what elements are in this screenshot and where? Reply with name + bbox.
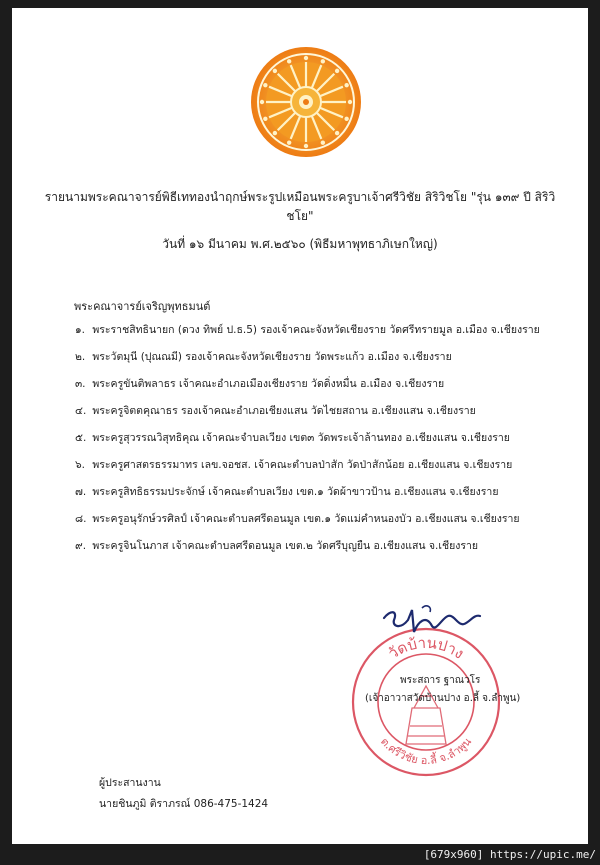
document-title: รายนามพระคณาจารย์พิธีเททองนำฤกษ์พระรูปเหมือนพระครูบาเจ้าศรีวิชัย สิริวิชโย "รุ่น ๑๓๙ ปี สิริวิชโย" (44, 190, 556, 223)
svg-text:ต.ศรีวิชัย อ.ลี้ จ.ลำพูน (378, 735, 474, 767)
item-text: พระวัตมุนี (ปุณณมี) รองเจ้าคณะจังหวัดเชียงราย วัดพระแก้ว อ.เมือง จ.เชียงราย (92, 351, 452, 363)
monk-list (75, 321, 540, 564)
coordinator-label: ผู้ประสานงาน (99, 777, 161, 789)
item-text: พระครูสุวรรณวิสุทธิคุณ เจ้าคณะจำบลเวียง เขต๓ วัดพระเจ้าล้านทอง อ.เชียงแสน จ.เชียงราย (92, 432, 510, 444)
ceremony-date: วันที่ ๑๖ มีนาคม พ.ศ.๒๕๖๐ (พิธีมหาพุทธาภิเษกใหญ่) (162, 237, 438, 251)
list-item (75, 483, 540, 510)
item-text: พระครูขันติพลาธร เจ้าคณะอำเภอเมืองเชียงราย วัดดิ่งหมื่น อ.เมือง จ.เชียงราย (92, 378, 445, 390)
item-number: ๖. (75, 459, 86, 471)
item-number: ๘. (75, 513, 87, 525)
list-item (75, 537, 540, 564)
list-heading: พระคณาจารย์เจริญพุทธมนต์ (74, 300, 211, 313)
item-number: ๔. (75, 405, 87, 417)
list-item (75, 375, 540, 402)
item-text: พระครูศาสตรธรรมาทร เลข.จอชส. เจ้าคณะตำบลป่าสัก วัดป่าสักน้อย อ.เชียงแสน จ.เชียงราย (92, 459, 513, 471)
item-text: พระครูจิตตคุณาธร รองเจ้าคณะอำเภอเชียงแสน วัดไชยสถาน อ.เชียงแสน จ.เชียงราย (92, 405, 476, 417)
document-page (12, 8, 588, 844)
coordinator-contact: นายชินภูมิ ติราภรณ์ 086-475-1424 (99, 798, 269, 810)
item-number: ๗. (75, 486, 87, 498)
seal-top-text: วัดบ้านปาง (384, 633, 468, 663)
list-item (75, 321, 540, 348)
item-number: ๙. (75, 540, 87, 552)
item-number: ๒. (75, 351, 86, 363)
list-item (75, 456, 540, 483)
list-item (75, 429, 540, 456)
item-number: ๕. (75, 432, 87, 444)
seal-bottom-text: ต.ศรีวิชัย อ.ลี้ จ.ลำพูน (377, 735, 475, 768)
item-text: พระราชสิทธินายก (ดวง ทิพย์ ป.ธ.5) รองเจ้าคณะจังหวัดเชียงราย วัดศรีทรายมูล อ.เมือง จ.เชียงราย (92, 324, 540, 336)
list-item (75, 348, 540, 375)
item-text: พระครูจินโนภาส เจ้าคณะตำบลศรีดอนมูล เขต.๒ วัดศรีบุญยืน อ.เชียงแสน จ.เชียงราย (92, 540, 479, 552)
signatory-role: (เจ้าอาวาสวัดบ้านปาง อ.ลี้ จ.ลำพูน) (365, 693, 521, 704)
list-item (75, 510, 540, 537)
image-host-watermark: [679x960] https://upic.me/ (423, 848, 596, 861)
dharma-wheel-icon (250, 46, 362, 158)
signatory-name: พระสถาร ฐาณวโร (400, 675, 481, 686)
item-number: ๓. (75, 378, 86, 390)
list-item (75, 402, 540, 429)
handwritten-signature (382, 604, 502, 644)
item-text: พระครูอนุรักษ์วรศิลป์ เจ้าคณะตำบลศรีดอนมูล เขต.๑ วัดแม่คำหนองบัว อ.เชียงแสน จ.เชียงราย (92, 513, 520, 525)
item-text: พระครูสิทธิธรรมประจักษ์ เจ้าคณะตำบลเวียง เขต.๑ วัดผ้าขาวป้าน อ.เชียงแสน จ.เชียงราย (92, 486, 499, 498)
item-number: ๑. (75, 324, 86, 336)
